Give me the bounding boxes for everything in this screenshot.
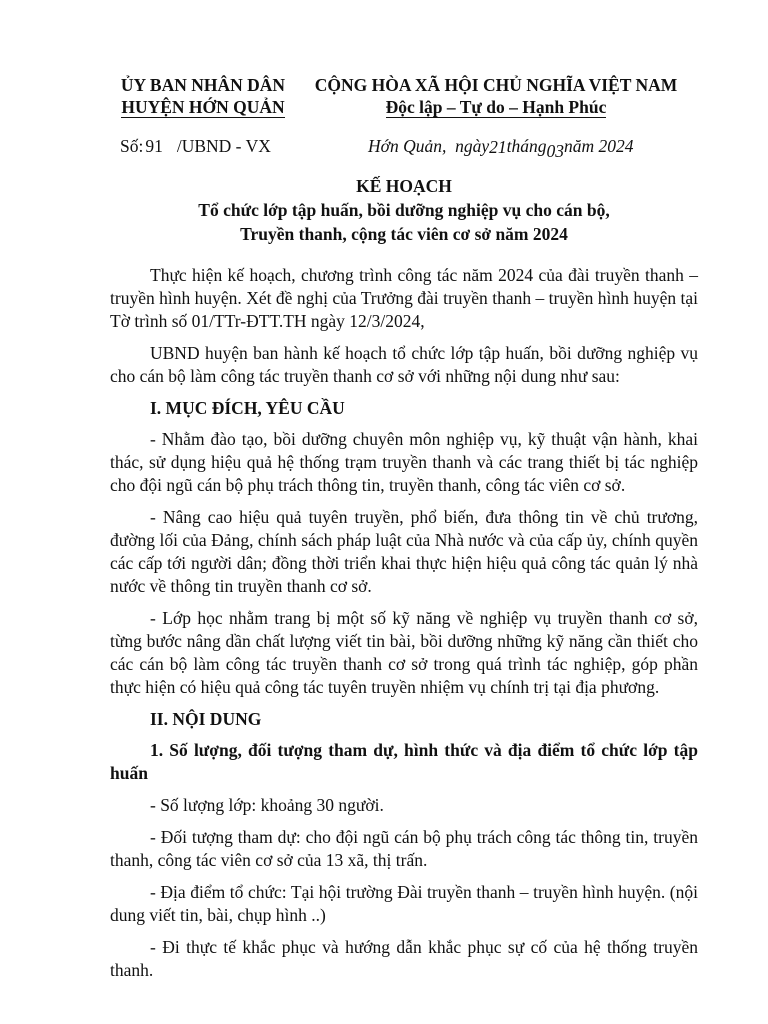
section-1-heading: I. MỤC ĐÍCH, YÊU CẦU xyxy=(150,398,345,418)
date-month: 03 xyxy=(546,141,565,161)
section-2-paragraph-1: - Số lượng lớp: khoảng 30 người. xyxy=(150,795,384,815)
section-2-subheading-1: 1. Số lượng, đối tượng tham dự, hình thức và địa điểm tổ chức lớp tập huấn xyxy=(110,740,698,783)
issuing-agency xyxy=(106,74,300,118)
document-title xyxy=(110,174,698,246)
section-1-paragraph-2: - Nâng cao hiệu quả tuyên truyền, phổ biến, đưa thông tin về chủ trương, đường lối của Đảng, chính sách pháp luật của Nhà nước và của cấp ủy, chính quyền các cấp tới người dân; đồng thời triển khai thực hiện hiệu quả công tác quản lý nhà nước về thông tin truyền thanh cơ sở. xyxy=(110,507,698,596)
place-name: Hớn Quản, xyxy=(368,136,447,156)
so-code: /UBND - VX xyxy=(176,136,271,156)
national-motto xyxy=(300,74,692,118)
intro-paragraph-2: UBND huyện ban hành kế hoạch tổ chức lớp tập huấn, bồi dưỡng nghiệp vụ cho cán bộ làm công tác truyền thanh cơ sở với những nội dung như sau: xyxy=(110,343,698,386)
year-text: năm 2024 xyxy=(564,136,634,156)
nation-line-2: Độc lập – Tự do – Hạnh Phúc xyxy=(385,97,607,117)
document-number xyxy=(120,134,271,158)
title-sub-1: Tổ chức lớp tập huấn, bồi dưỡng nghiệp vụ cho cán bộ, xyxy=(198,200,610,220)
ngay-label: ngày xyxy=(455,136,490,156)
document-body xyxy=(110,264,698,991)
agency-line-2: HUYỆN HỚN QUẢN xyxy=(121,97,285,117)
section-2-paragraph-3: - Địa điểm tổ chức: Tại hội trường Đài truyền thanh – truyền hình huyện. (nội dung viết tin, bài, chụp hình ..) xyxy=(110,882,698,925)
thang-label: tháng xyxy=(506,136,547,156)
agency-line-1: ỦY BAN NHÂN DÂN xyxy=(120,75,286,95)
section-2-paragraph-4: - Đi thực tế khắc phục và hướng dẫn khắc phục sự cố của hệ thống truyền thanh. xyxy=(110,937,698,980)
section-2-paragraph-2: - Đối tượng tham dự: cho đội ngũ cán bộ phụ trách công tác thông tin, truyền thanh, công tác viên cơ sở của 13 xã, thị trấn. xyxy=(110,827,698,870)
nation-line-1: CỘNG HÒA XÃ HỘI CHỦ NGHĨA VIỆT NAM xyxy=(314,75,678,95)
intro-paragraph-1: Thực hiện kế hoạch, chương trình công tác năm 2024 của đài truyền thanh – truyền hình huyện. Xét đề nghị của Trưởng đài truyền thanh – truyền hình huyện tại Tờ trình số 01/TTr-ĐTT.TH ngày 12/3/2024, xyxy=(110,265,698,331)
date-day: 21 xyxy=(489,137,507,157)
so-label: Số: xyxy=(120,136,144,156)
title-sub-2: Truyền thanh, cộng tác viên cơ sở năm 2024 xyxy=(240,224,568,244)
so-number: 91 xyxy=(145,136,163,156)
section-1-paragraph-1: - Nhằm đào tạo, bồi dưỡng chuyên môn nghiệp vụ, kỹ thuật vận hành, khai thác, sử dụng hiệu quả hệ thống trạm truyền thanh và các trang thiết bị tác nghiệp cho đội ngũ cán bộ phụ trách thông tin, truyền thanh, công tác viên cơ sở. xyxy=(110,429,698,495)
section-1-paragraph-3: - Lớp học nhằm trang bị một số kỹ năng về nghiệp vụ truyền thanh cơ sở, từng bước nâng dần chất lượng viết tin bài, bồi dưỡng những kỹ năng cần thiết cho các cán bộ làm công tác truyền thanh cơ sở trong quá trình tác nghiệp, góp phần thực hiện có hiệu quả công tác tuyên truyền nhiệm vụ chính trị tại địa phương. xyxy=(110,608,698,697)
section-2-heading: II. NỘI DUNG xyxy=(150,709,262,729)
title-main: KẾ HOẠCH xyxy=(356,176,452,196)
issue-date xyxy=(368,134,634,161)
